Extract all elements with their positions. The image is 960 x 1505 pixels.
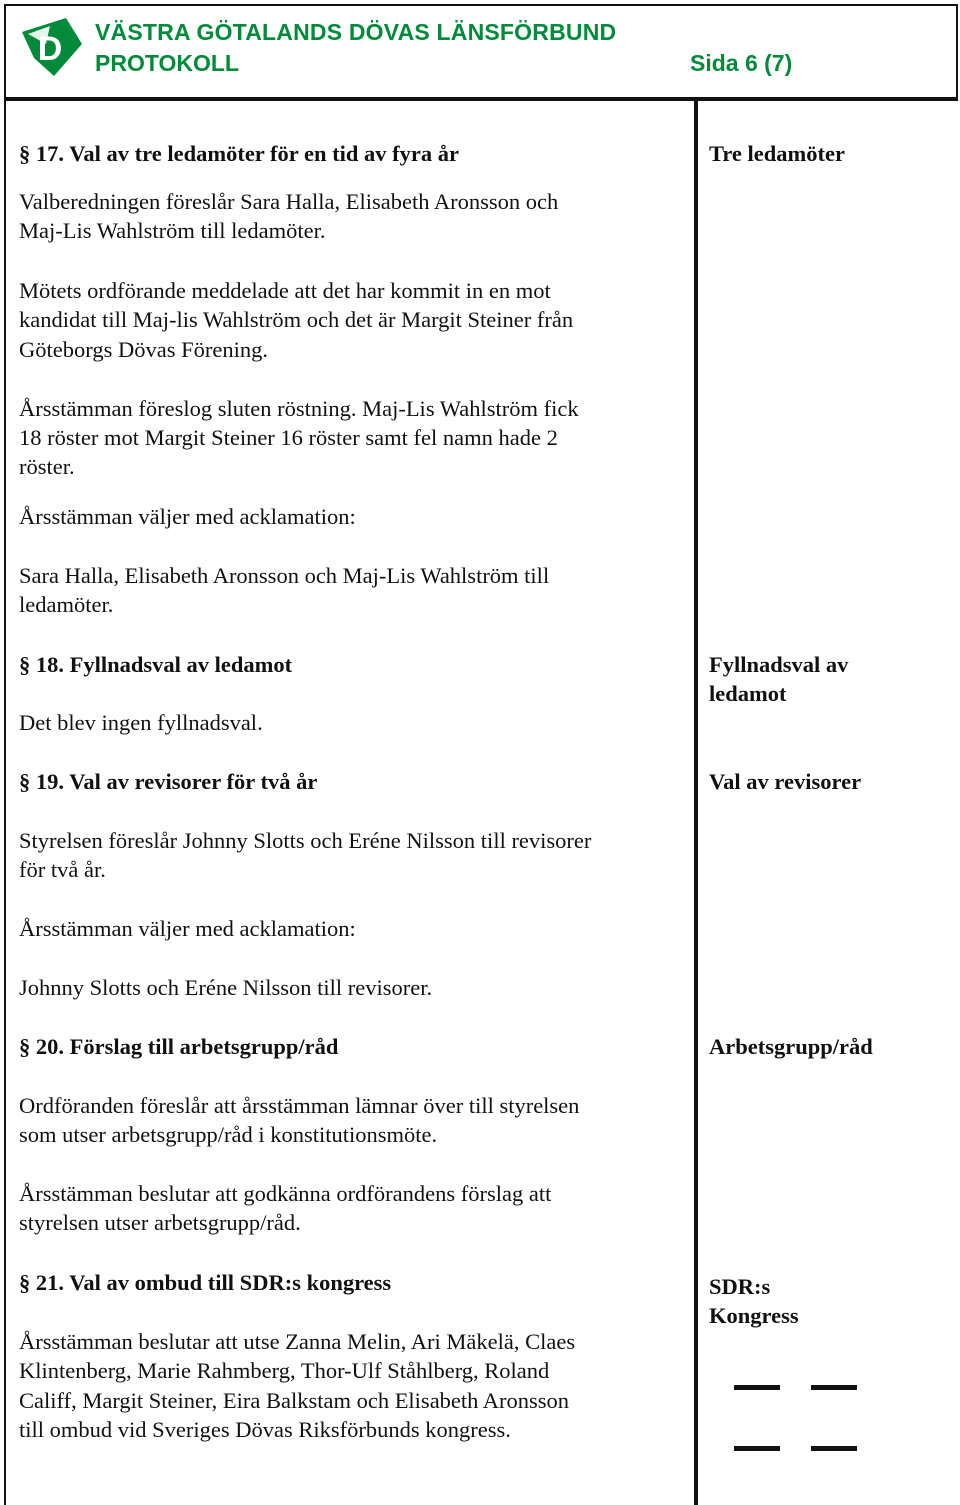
section-18-heading: § 18. Fyllnadsval av ledamot — [19, 652, 293, 677]
section-17-text: ledamöter. — [19, 592, 114, 617]
section-17-margin-note: Tre ledamöter — [709, 141, 845, 166]
section-20-margin-note: Arbetsgrupp/råd — [709, 1034, 873, 1059]
organization-name: VÄSTRA GÖTALANDS DÖVAS LÄNSFÖRBUND — [95, 19, 617, 45]
margin-column-divider — [694, 101, 698, 1505]
vgdl-logo — [20, 14, 84, 78]
section-17-text: Valberedningen föreslår Sara Halla, Elisabeth Aronsson och — [19, 189, 559, 214]
section-17-text: Göteborgs Dövas Förening. — [19, 337, 268, 362]
section-21-heading: § 21. Val av ombud till SDR:s kongress — [19, 1270, 392, 1295]
svg-text:D: D — [37, 30, 63, 68]
section-20-text: som utser arbetsgrupp/råd i konstitutionsmöte. — [19, 1122, 438, 1147]
section-17-heading: § 17. Val av tre ledamöter för en tid av fyra år — [19, 141, 459, 166]
section-21-text: Årsstämman beslutar att utse Zanna Melin, Ari Mäkelä, Claes — [19, 1329, 576, 1354]
section-21-text: Klintenberg, Marie Rahmberg, Thor-Ulf Ståhlberg, Roland — [19, 1358, 550, 1383]
section-17-text: Maj-Lis Wahlström till ledamöter. — [19, 218, 326, 243]
section-18-margin-note: ledamot — [709, 681, 787, 706]
section-21-margin-note: SDR:s — [709, 1274, 771, 1299]
section-20-text: styrelsen utser arbetsgrupp/råd. — [19, 1210, 301, 1235]
section-17-text: Årsstämman väljer med acklamation: — [19, 504, 356, 529]
section-21-margin-note: Kongress — [709, 1303, 799, 1328]
section-19-text: för två år. — [19, 857, 106, 882]
section-19-heading: § 19. Val av revisorer för två år — [19, 769, 318, 794]
signature-line — [811, 1385, 857, 1390]
header-divider — [4, 97, 958, 101]
section-17-text: röster. — [19, 454, 75, 479]
signature-line — [734, 1446, 780, 1451]
section-17-text: Årsstämman föreslog sluten röstning. Maj-Lis Wahlström fick — [19, 396, 579, 421]
section-21-text: Califf, Margit Steiner, Eira Balkstam och Elisabeth Aronsson — [19, 1388, 570, 1413]
document-type: PROTOKOLL — [95, 50, 239, 76]
section-19-text: Styrelsen föreslår Johnny Slotts och Eréne Nilsson till revisorer — [19, 828, 592, 853]
section-17-text: kandidat till Maj-lis Wahlström och det är Margit Steiner från — [19, 307, 574, 332]
section-17-text: Sara Halla, Elisabeth Aronsson och Maj-Lis Wahlström till — [19, 563, 550, 588]
section-17-text: 18 röster mot Margit Steiner 16 röster samt fel namn hade 2 — [19, 425, 558, 450]
page-number: Sida 6 (7) — [690, 50, 793, 76]
section-19-margin-note: Val av revisorer — [709, 769, 862, 794]
section-20-text: Årsstämman beslutar att godkänna ordförandens förslag att — [19, 1181, 552, 1206]
signature-line — [734, 1385, 780, 1390]
left-border — [4, 101, 6, 1505]
section-18-margin-note: Fyllnadsval av — [709, 652, 849, 677]
section-18-text: Det blev ingen fyllnadsval. — [19, 710, 263, 735]
section-19-text: Johnny Slotts och Eréne Nilsson till revisorer. — [19, 975, 433, 1000]
signature-line — [811, 1446, 857, 1451]
section-20-text: Ordföranden föreslår att årsstämman lämnar över till styrelsen — [19, 1093, 580, 1118]
section-20-heading: § 20. Förslag till arbetsgrupp/råd — [19, 1034, 339, 1059]
section-19-text: Årsstämman väljer med acklamation: — [19, 916, 356, 941]
section-21-text: till ombud vid Sveriges Dövas Riksförbunds kongress. — [19, 1417, 511, 1442]
section-17-text: Mötets ordförande meddelade att det har kommit in en mot — [19, 278, 551, 303]
